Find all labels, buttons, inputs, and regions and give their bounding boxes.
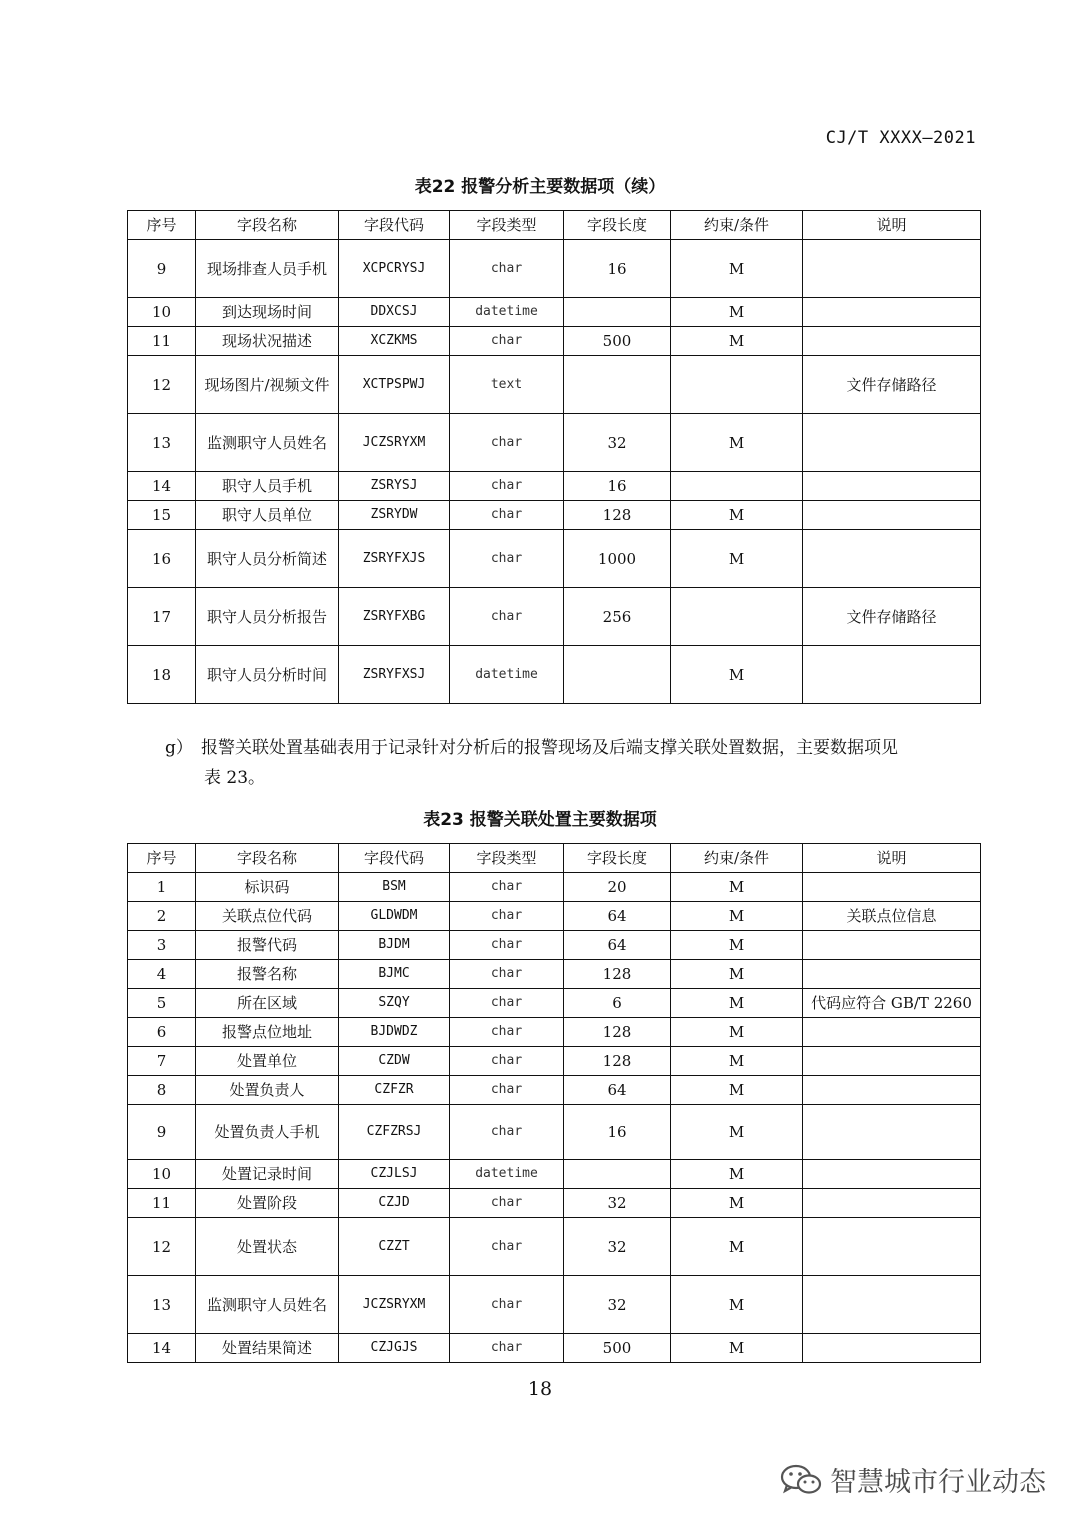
cell-type: text [450,356,564,414]
cell-name: 现场状况描述 [196,327,339,356]
cell-constraint: M [671,327,803,356]
cell-constraint: M [671,501,803,530]
cell-name: 现场排查人员手机 [196,240,339,298]
table23-body [128,873,981,1363]
table-row [128,1189,981,1218]
table-row [128,989,981,1018]
column-header-no: 序号 [128,844,196,873]
cell-type: char [450,472,564,501]
table-row [128,588,981,646]
cell-name: 处置状态 [196,1218,339,1276]
table23 [127,843,981,1363]
cell-length: 500 [564,1334,671,1363]
cell-constraint: M [671,414,803,472]
table-row [128,1160,981,1189]
table-row [128,646,981,704]
cell-code: BJMC [339,960,450,989]
cell-constraint: M [671,298,803,327]
table-row [128,873,981,902]
cell-note [803,931,981,960]
cell-length: 64 [564,931,671,960]
cell-note [803,501,981,530]
table22 [127,210,981,704]
cell-no: 15 [128,501,196,530]
table-row [128,902,981,931]
wechat-icon [780,1463,822,1497]
cell-no: 13 [128,414,196,472]
cell-type: char [450,1334,564,1363]
cell-type: char [450,501,564,530]
column-header-length: 字段长度 [564,844,671,873]
cell-note [803,1218,981,1276]
cell-no: 12 [128,1218,196,1276]
cell-constraint: M [671,1076,803,1105]
cell-length: 32 [564,1218,671,1276]
cell-length: 16 [564,240,671,298]
paragraph-g [165,733,985,793]
cell-name: 报警点位地址 [196,1018,339,1047]
cell-no: 14 [128,472,196,501]
cell-name: 报警代码 [196,931,339,960]
cell-no: 11 [128,1189,196,1218]
table-row [128,530,981,588]
watermark-text: 智慧城市行业动态 [830,1467,1046,1498]
cell-name: 处置阶段 [196,1189,339,1218]
cell-no: 2 [128,902,196,931]
table-row [128,501,981,530]
cell-constraint: M [671,646,803,704]
cell-name: 职守人员手机 [196,472,339,501]
cell-constraint: M [671,1105,803,1160]
column-header-length: 字段长度 [564,211,671,240]
cell-constraint: M [671,931,803,960]
cell-name: 现场图片/视频文件 [196,356,339,414]
cell-no: 10 [128,1160,196,1189]
cell-constraint: M [671,960,803,989]
cell-code: ZSRYSJ [339,472,450,501]
cell-name: 职守人员分析报告 [196,588,339,646]
cell-name: 处置单位 [196,1047,339,1076]
cell-type: char [450,1076,564,1105]
cell-type: char [450,873,564,902]
cell-length: 32 [564,1276,671,1334]
cell-code: XCTPSPWJ [339,356,450,414]
cell-length: 32 [564,414,671,472]
column-header-type: 字段类型 [450,844,564,873]
cell-name: 职守人员分析时间 [196,646,339,704]
column-header-note: 说明 [803,211,981,240]
cell-name: 职守人员单位 [196,501,339,530]
cell-type: datetime [450,1160,564,1189]
cell-length: 16 [564,1105,671,1160]
cell-constraint: M [671,873,803,902]
cell-constraint: M [671,1218,803,1276]
cell-length: 32 [564,1189,671,1218]
column-header-constraint: 约束/条件 [671,211,803,240]
cell-type: char [450,1218,564,1276]
cell-length: 128 [564,960,671,989]
table-row [128,472,981,501]
cell-name: 监测职守人员姓名 [196,414,339,472]
cell-constraint: M [671,1276,803,1334]
column-header-name: 字段名称 [196,844,339,873]
cell-length: 16 [564,472,671,501]
cell-constraint: M [671,1018,803,1047]
cell-code: ZSRYFXBG [339,588,450,646]
list-marker: g） [165,738,193,758]
page-number: 18 [527,1378,553,1400]
watermark [780,1460,1046,1499]
cell-length [564,356,671,414]
cell-length: 20 [564,873,671,902]
table23-caption: 表23 报警关联处置主要数据项 [423,810,657,830]
cell-code: BJDWDZ [339,1018,450,1047]
table-row [128,1076,981,1105]
table-row [128,240,981,298]
paragraph-line-1: 报警关联处置基础表用于记录针对分析后的报警现场及后端支撑关联处置数据，主要数据项见 [201,738,898,758]
cell-code: BSM [339,873,450,902]
cell-note [803,240,981,298]
table-row [128,1105,981,1160]
cell-type: char [450,989,564,1018]
cell-no: 18 [128,646,196,704]
cell-constraint: M [671,1189,803,1218]
cell-code: ZSRYDW [339,501,450,530]
cell-no: 1 [128,873,196,902]
cell-name: 标识码 [196,873,339,902]
column-header-code: 字段代码 [339,844,450,873]
cell-constraint: M [671,902,803,931]
table-row [128,1218,981,1276]
column-header-code: 字段代码 [339,211,450,240]
cell-note [803,1047,981,1076]
cell-code: CZJLSJ [339,1160,450,1189]
cell-no: 9 [128,1105,196,1160]
table-row [128,356,981,414]
cell-no: 11 [128,327,196,356]
cell-length: 64 [564,1076,671,1105]
cell-code: GLDWDM [339,902,450,931]
cell-length [564,1160,671,1189]
column-header-no: 序号 [128,211,196,240]
cell-name: 到达现场时间 [196,298,339,327]
cell-length [564,298,671,327]
cell-name: 所在区域 [196,989,339,1018]
table-row [128,931,981,960]
cell-length: 1000 [564,530,671,588]
cell-note [803,646,981,704]
cell-constraint: M [671,989,803,1018]
cell-length: 128 [564,1047,671,1076]
cell-constraint: M [671,240,803,298]
cell-type: char [450,1018,564,1047]
cell-type: char [450,414,564,472]
cell-no: 6 [128,1018,196,1047]
cell-length: 128 [564,1018,671,1047]
cell-code: CZJGJS [339,1334,450,1363]
column-header-name: 字段名称 [196,211,339,240]
table22-caption: 表22 报警分析主要数据项（续） [414,177,666,197]
cell-type: datetime [450,646,564,704]
column-header-constraint: 约束/条件 [671,844,803,873]
table-row [128,1334,981,1363]
paragraph-line-2: 表 23。 [204,768,266,788]
cell-code: JCZSRYXM [339,414,450,472]
table23-header-row [128,844,981,873]
cell-no: 8 [128,1076,196,1105]
cell-note [803,1334,981,1363]
cell-name: 职守人员分析简述 [196,530,339,588]
cell-note [803,472,981,501]
table-row [128,1018,981,1047]
cell-type: char [450,327,564,356]
cell-note [803,327,981,356]
cell-type: char [450,1189,564,1218]
cell-no: 10 [128,298,196,327]
cell-no: 7 [128,1047,196,1076]
cell-note [803,1076,981,1105]
cell-no: 9 [128,240,196,298]
cell-name: 处置记录时间 [196,1160,339,1189]
cell-no: 3 [128,931,196,960]
cell-code: CZDW [339,1047,450,1076]
cell-name: 监测职守人员姓名 [196,1276,339,1334]
cell-no: 16 [128,530,196,588]
cell-type: char [450,1105,564,1160]
cell-note [803,1160,981,1189]
cell-type: datetime [450,298,564,327]
cell-note: 关联点位信息 [803,902,981,931]
cell-code: XCZKMS [339,327,450,356]
cell-name: 报警名称 [196,960,339,989]
cell-note [803,298,981,327]
cell-note: 文件存储路径 [803,588,981,646]
cell-name: 处置结果简述 [196,1334,339,1363]
cell-type: char [450,530,564,588]
cell-type: char [450,1047,564,1076]
cell-name: 处置负责人 [196,1076,339,1105]
cell-constraint [671,472,803,501]
cell-type: char [450,902,564,931]
table-row [128,414,981,472]
cell-length: 256 [564,588,671,646]
cell-length: 500 [564,327,671,356]
cell-note [803,873,981,902]
cell-code: BJDM [339,931,450,960]
table-row [128,1276,981,1334]
standard-code: CJ/T XXXX—2021 [825,128,976,148]
cell-note [803,414,981,472]
cell-type: char [450,960,564,989]
cell-type: char [450,1276,564,1334]
cell-constraint: M [671,1334,803,1363]
cell-name: 关联点位代码 [196,902,339,931]
cell-code: DDXCSJ [339,298,450,327]
cell-note: 代码应符合 GB/T 2260 [803,989,981,1018]
cell-note [803,960,981,989]
cell-length [564,646,671,704]
cell-code: CZZT [339,1218,450,1276]
cell-constraint [671,356,803,414]
cell-note [803,530,981,588]
table-row [128,298,981,327]
column-header-type: 字段类型 [450,211,564,240]
cell-length: 64 [564,902,671,931]
cell-constraint: M [671,530,803,588]
cell-note [803,1189,981,1218]
cell-name: 处置负责人手机 [196,1105,339,1160]
cell-note [803,1018,981,1047]
cell-note [803,1276,981,1334]
cell-type: char [450,588,564,646]
cell-no: 14 [128,1334,196,1363]
table-row [128,327,981,356]
cell-code: CZFZR [339,1076,450,1105]
cell-note: 文件存储路径 [803,356,981,414]
table-row [128,960,981,989]
column-header-note: 说明 [803,844,981,873]
cell-code: CZFZRSJ [339,1105,450,1160]
cell-note [803,1105,981,1160]
cell-no: 13 [128,1276,196,1334]
cell-length: 128 [564,501,671,530]
cell-code: CZJD [339,1189,450,1218]
table-row [128,1047,981,1076]
cell-no: 4 [128,960,196,989]
cell-constraint: M [671,1047,803,1076]
cell-constraint [671,588,803,646]
table22-header-row [128,211,981,240]
cell-code: ZSRYFXSJ [339,646,450,704]
cell-length: 6 [564,989,671,1018]
cell-code: JCZSRYXM [339,1276,450,1334]
cell-constraint: M [671,1160,803,1189]
cell-no: 12 [128,356,196,414]
cell-no: 17 [128,588,196,646]
cell-code: SZQY [339,989,450,1018]
cell-code: XCPCRYSJ [339,240,450,298]
cell-type: char [450,240,564,298]
cell-no: 5 [128,989,196,1018]
cell-type: char [450,931,564,960]
cell-code: ZSRYFXJS [339,530,450,588]
table22-body [128,240,981,704]
